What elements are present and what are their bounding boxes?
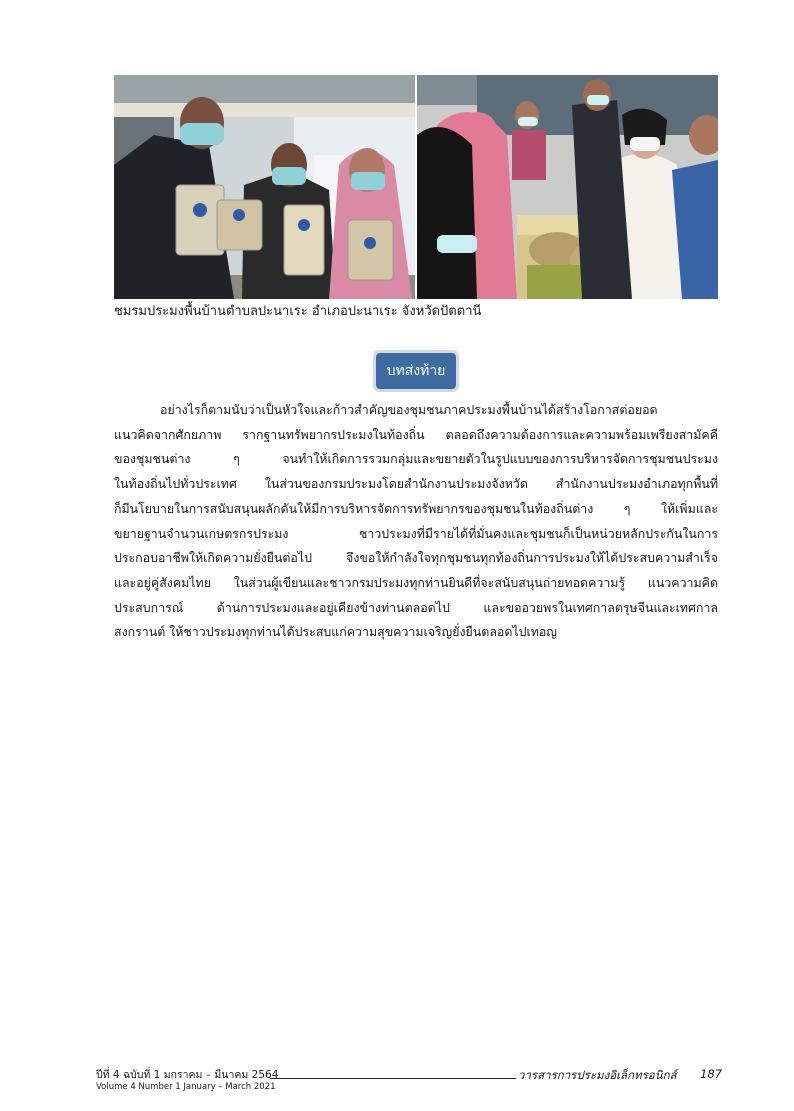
paragraph-line: ประกอบอาชีพให้เกิดความยั่งยืนต่อไป จึงขอให้กำลังใจทุกชุมชนทุกท้องถิ่นการประมงให้ได้ประสบความสำเร็จ [114,550,718,566]
photo-caption: ชมรมประมงพื้นบ้านตำบลปะนาเระ อำเภอปะนาเระ จังหวัดปัตตานี [114,304,482,319]
photo-right [417,75,718,299]
photo-strip [114,75,718,299]
footer-issue-english: Volume 4 Number 1 January – March 2021 [96,1082,276,1092]
paragraph-line: ของชุมชนต่าง ๆ จนทำให้เกิดการรวมกลุ่มและขยายตัวในรูปแบบของการบริหารจัดการชุมชนประมง [114,451,718,467]
section-heading-box [373,350,459,392]
paragraph-line: และอยู่คู่สังคมไทย ในส่วนผู้เขียนและชาวกรมประมงทุกท่านยินดีที่จะสนับสนุนถ่ายทอดความรู้ แนวความคิด [114,574,718,590]
section-heading: บทส่งท้าย [376,353,456,389]
page-number: 187 [700,1067,722,1081]
footer-divider [270,1078,516,1079]
paragraph-line: ขยายฐานจำนวนเกษตรกรประมง ชาวประมงที่มีรายได้ที่มั่นคงและชุมชนก็เป็นหน่วยหลักประกันในการ [114,525,718,541]
paragraph-line: ก็มีนโยบายในการสนับสนุนผลักดันให้มีการบริหารจัดการทรัพยากรของชุมชนในท้องถิ่นต่าง ๆ ให้เพิ่มและ [114,500,718,516]
paragraph-line: อย่างไรก็ตามนับว่าเป็นหัวใจและก้าวสำคัญของชุมชนภาคประมงพื้นบ้านได้สร้างโอกาสต่อยอด [160,402,658,417]
photo-right-image [417,75,718,299]
footer-issue-thai: ปีที่ 4 ฉบับที่ 1 มกราคม – มีนาคม 2564 [96,1069,279,1081]
paragraph-line: สงกรานต์ ให้ชาวประมงทุกท่านได้ประสบแก่ความสุขความเจริญยั่งยืนตลอดไปเทอญ [114,624,557,640]
body-paragraph [114,398,718,645]
paragraph-line: ในท้องถิ่นไปทั่วประเทศ ในส่วนของกรมประมงโดยสำนักงานประมงจังหวัด สำนักงานประมงอำเภอทุกพื้นที่ [114,476,718,492]
photo-left-image [114,75,415,299]
photo-left [114,75,415,299]
paragraph-line: ประสบการณ์ ด้านการประมงและอยู่เคียงข้างท่านตลอดไป และขออวยพรในเทศกาลตรุษจีนและเทศกาล [114,599,718,615]
footer-journal-name: วารสารการประมงอิเล็กทรอนิกส์ [518,1068,677,1082]
paragraph-line: แนวคิดจากศักยภาพ รากฐานทรัพยากรประมงในท้องถิ่น ตลอดถึงความต้องการและความพร้อมเพรียงสามัคคี [114,426,718,442]
